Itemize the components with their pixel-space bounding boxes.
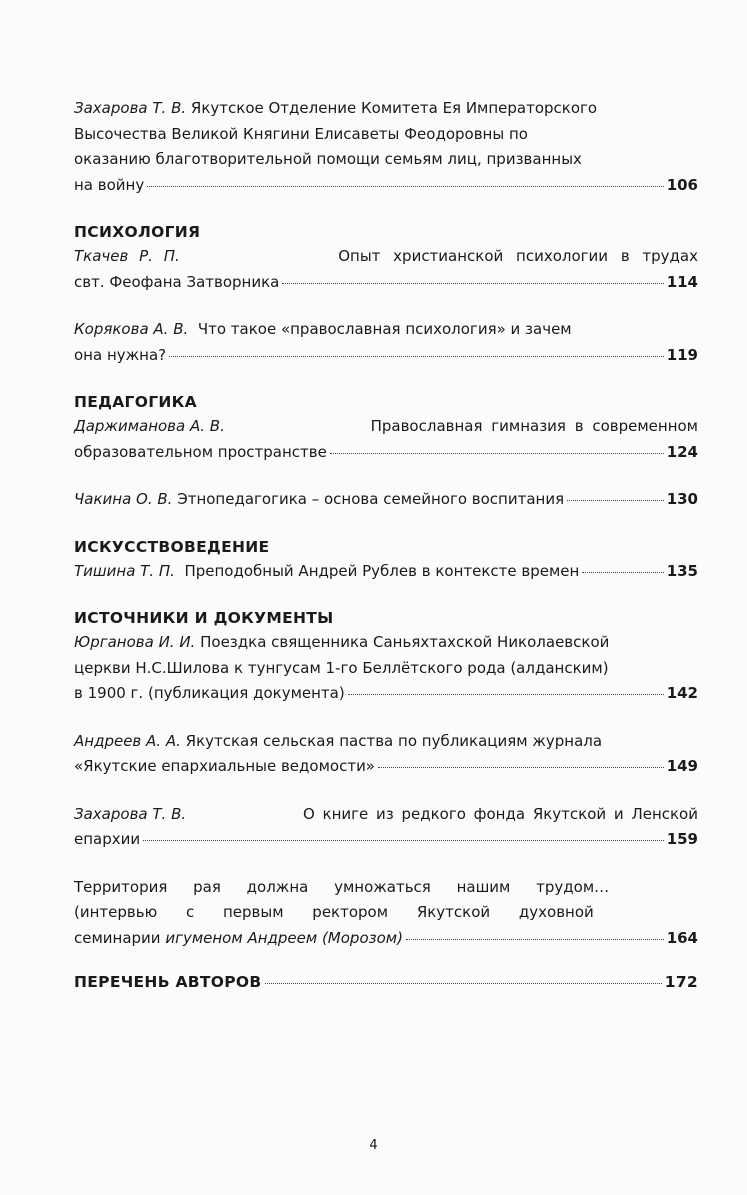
toc-entry[interactable] xyxy=(74,559,698,585)
toc-entry[interactable] xyxy=(74,487,698,513)
toc-line: церкви Н.С.Шилова к тунгусам 1-го Беллётского рода (алданским) xyxy=(74,658,609,677)
toc-last-line xyxy=(74,173,698,199)
entry-author: Захарова Т. В. xyxy=(74,804,187,823)
toc-line xyxy=(74,96,698,122)
entry-author: Захарова Т. В. xyxy=(74,99,187,117)
toc-entry[interactable] xyxy=(74,630,698,707)
entry-author: Андреев А. А. xyxy=(74,731,181,750)
entry-page-number: 149 xyxy=(666,757,698,775)
toc-line xyxy=(74,630,698,656)
table-of-contents xyxy=(74,96,698,991)
entry-interviewee: игуменом Андреем (Морозом) xyxy=(165,928,403,947)
entry-title: Опыт христианской психологии в трудах xyxy=(338,247,698,265)
dot-leader xyxy=(406,939,664,940)
entry-page-number: 114 xyxy=(666,272,698,291)
toc-last-line xyxy=(74,440,698,466)
toc-line xyxy=(74,317,698,343)
dot-leader xyxy=(265,983,662,984)
entry-author: Ткачев Р. П. xyxy=(74,247,180,265)
toc-last-line xyxy=(74,343,698,369)
entry-title: образовательном пространстве xyxy=(74,442,327,461)
toc-entry[interactable] xyxy=(74,729,698,780)
entry-page-number: 159 xyxy=(666,830,698,848)
section-heading-psychology: ПСИХОЛОГИЯ xyxy=(74,223,201,241)
dot-leader xyxy=(330,453,664,454)
entry-page-number: 119 xyxy=(666,345,698,364)
entry-author: Чакина О. В. xyxy=(74,490,173,508)
entry-title: семинарии xyxy=(74,928,166,947)
entry-title: Якутская сельская паства по публикациям журнала xyxy=(185,731,603,750)
entry-title: епархии xyxy=(74,830,141,848)
entry-page-number: 172 xyxy=(664,973,698,991)
entry-page-number: 164 xyxy=(666,928,698,947)
toc-entry-authors[interactable] xyxy=(74,973,698,991)
entry-title: Поездка священника Саньяхтахской Николаевской xyxy=(200,633,610,651)
entry-author: Корякова А. В. xyxy=(74,320,189,338)
toc-entry[interactable] xyxy=(74,244,698,295)
entry-title: «Якутские епархиальные ведомости» xyxy=(74,757,375,775)
dot-leader xyxy=(169,356,664,357)
toc-last-line xyxy=(74,270,698,296)
entry-title: Православная гимназия в современном xyxy=(370,417,698,435)
entry-page-number: 124 xyxy=(666,442,698,461)
entry-title: она нужна? xyxy=(74,345,167,364)
entry-author: Юрганова И. И. xyxy=(74,633,196,651)
dot-leader xyxy=(378,767,664,768)
dot-leader xyxy=(143,840,664,841)
toc-entry[interactable] xyxy=(74,317,698,368)
dot-leader xyxy=(582,572,663,573)
toc-last-line xyxy=(74,926,698,952)
section-heading-art: ИСКУССТВОВЕДЕНИЕ xyxy=(74,537,270,556)
toc-entry[interactable] xyxy=(74,96,698,198)
entry-page-number: 130 xyxy=(666,490,698,508)
dot-leader xyxy=(147,186,663,187)
toc-entry[interactable] xyxy=(74,414,698,465)
entry-title: Что такое «православная психология» и зачем xyxy=(197,320,572,338)
entry-title: в 1900 г. (публикация документа) xyxy=(74,684,345,702)
entry-title: на войну xyxy=(74,175,145,194)
toc-last-line xyxy=(74,487,698,513)
section-heading-pedagogy: ПЕДАГОГИКА xyxy=(74,393,197,411)
section-heading-sources: ИСТОЧНИКИ И ДОКУМЕНТЫ xyxy=(74,609,334,627)
entry-author: Даржиманова А. В. xyxy=(74,417,225,435)
entry-title: Преподобный Андрей Рублев в контексте времен xyxy=(184,561,580,580)
toc-line xyxy=(74,802,698,828)
toc-line: (интервью с первым ректором Якутской духовной xyxy=(74,903,594,921)
toc-line: Территория рая должна умножаться нашим трудом… xyxy=(74,877,610,896)
toc-last-line xyxy=(74,827,698,853)
entry-title: Этнопедагогика – основа семейного воспитания xyxy=(177,490,565,508)
toc-line xyxy=(74,414,698,440)
entry-title: свт. Феофана Затворника xyxy=(74,272,280,291)
page-number: 4 xyxy=(369,1138,378,1153)
entry-page-number: 106 xyxy=(666,175,698,194)
toc-entry[interactable] xyxy=(74,802,698,853)
toc-last-line xyxy=(74,754,698,780)
entry-page-number: 142 xyxy=(666,684,698,702)
entry-title: О книге из редкого фонда Якутской и Ленской xyxy=(302,804,698,823)
toc-last-line xyxy=(74,559,698,585)
dot-leader xyxy=(348,694,664,695)
toc-last-line xyxy=(74,681,698,707)
toc-entry[interactable] xyxy=(74,875,698,952)
entry-page-number: 135 xyxy=(666,561,698,580)
dot-leader xyxy=(282,283,663,284)
entry-title: Якутское Отделение Комитета Ея Императорского xyxy=(190,99,598,117)
toc-line xyxy=(74,729,698,755)
toc-line xyxy=(74,244,698,270)
entry-author: Тишина Т. П. xyxy=(74,561,175,580)
dot-leader xyxy=(567,500,664,501)
section-heading-authors: ПЕРЕЧЕНЬ АВТОРОВ xyxy=(74,973,262,991)
toc-line: оказанию благотворительной помощи семьям лиц, призванных xyxy=(74,150,582,168)
toc-line: Высочества Великой Княгини Елисаветы Феодоровны по xyxy=(74,124,528,143)
